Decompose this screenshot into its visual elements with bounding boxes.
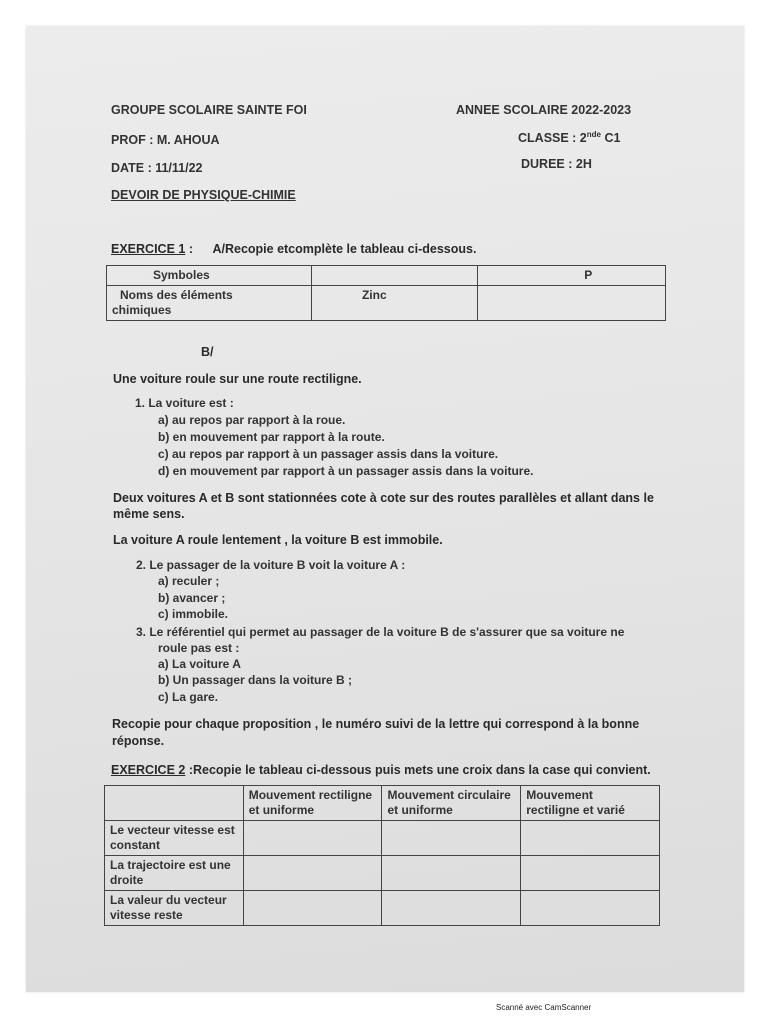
table-cell: P: [478, 266, 666, 286]
class-label: CLASSE : 2nde C1: [518, 130, 621, 146]
answer-cell: [521, 821, 660, 856]
elements-table: [106, 265, 666, 321]
table-cell: Noms des éléments chimiques: [107, 286, 312, 321]
context-paragraph: Deux voitures A et B sont stationnées cote à cote sur des routes parallèles et allant dans le: [113, 491, 654, 505]
answer-option: c) La gare.: [158, 690, 219, 704]
context-paragraph: même sens.: [113, 507, 185, 521]
motion-table: [104, 785, 660, 926]
table-row-label: La valeur du vecteur vitesse reste: [105, 891, 244, 926]
answer-option: a) La voiture A: [158, 657, 241, 671]
answer-cell: [382, 821, 521, 856]
final-instruction: Recopie pour chaque proposition , le numéro suivi de la lettre qui correspond à la bonne: [112, 717, 640, 731]
table-cell: [311, 266, 477, 286]
exam-title: DEVOIR DE PHYSIQUE-CHIMIE: [111, 188, 296, 202]
final-instruction: réponse.: [112, 734, 165, 748]
answer-option: b) en mouvement par rapport à la route.: [158, 430, 385, 444]
answer-cell: [521, 856, 660, 891]
question-stem: 2. Le passager de la voiture B voit la voiture A :: [136, 558, 406, 572]
scanner-watermark: Scanné avec CamScanner: [496, 1003, 592, 1012]
table-header-cell: Mouvement rectiligne et uniforme: [243, 786, 382, 821]
teacher-name: PROF : M. AHOUA: [111, 133, 220, 147]
table-cell: [478, 286, 666, 321]
table-row-label: Le vecteur vitesse est constant: [105, 821, 244, 856]
school-year: ANNEE SCOLAIRE 2022-2023: [456, 103, 632, 117]
answer-cell: [243, 821, 382, 856]
school-name: GROUPE SCOLAIRE SAINTE FOI: [111, 103, 307, 117]
question-stem: 1. La voiture est :: [135, 396, 234, 410]
table-header-cell: [105, 786, 244, 821]
exam-date: DATE : 11/11/22: [111, 161, 203, 175]
answer-cell: [382, 856, 521, 891]
table-cell: Symboles: [107, 266, 312, 286]
answer-option: b) avancer ;: [158, 591, 226, 605]
answer-option: d) en mouvement par rapport à un passager assis dans la voiture.: [158, 464, 534, 478]
exercise-1-heading: EXERCICE 1 : A/Recopie etcomplète le tableau ci-dessous.: [111, 242, 477, 256]
answer-cell: [521, 891, 660, 926]
answer-option: a) reculer ;: [158, 574, 220, 588]
question-stem: 3. Le référentiel qui permet au passager de la voiture B de s'assurer que sa voiture ne: [136, 625, 625, 639]
answer-cell: [382, 891, 521, 926]
table-row-label: La trajectoire est une droite: [105, 856, 244, 891]
answer-option: c) au repos par rapport à un passager assis dans la voiture.: [158, 447, 499, 461]
exam-duration: DUREE : 2H: [521, 157, 592, 171]
question-stem: roule pas est :: [158, 641, 240, 655]
context-paragraph: La voiture A roule lentement , la voiture B est immobile.: [113, 533, 443, 547]
intro-text: Une voiture roule sur une route rectiligne.: [113, 372, 362, 386]
answer-cell: [243, 891, 382, 926]
part-b-label: B/: [201, 345, 214, 359]
answer-option: c) immobile.: [158, 607, 229, 621]
answer-option: b) Un passager dans la voiture B ;: [158, 673, 353, 687]
answer-cell: [243, 856, 382, 891]
table-header-cell: Mouvement circulaire et uniforme: [382, 786, 521, 821]
exercise-2-heading: EXERCICE 2 :Recopie le tableau ci-dessous puis mets une croix dans la case qui convient.: [111, 763, 651, 777]
answer-option: a) au repos par rapport à la roue.: [158, 413, 346, 427]
table-cell: Zinc: [311, 286, 477, 321]
table-header-cell: Mouvement rectiligne et varié: [521, 786, 660, 821]
